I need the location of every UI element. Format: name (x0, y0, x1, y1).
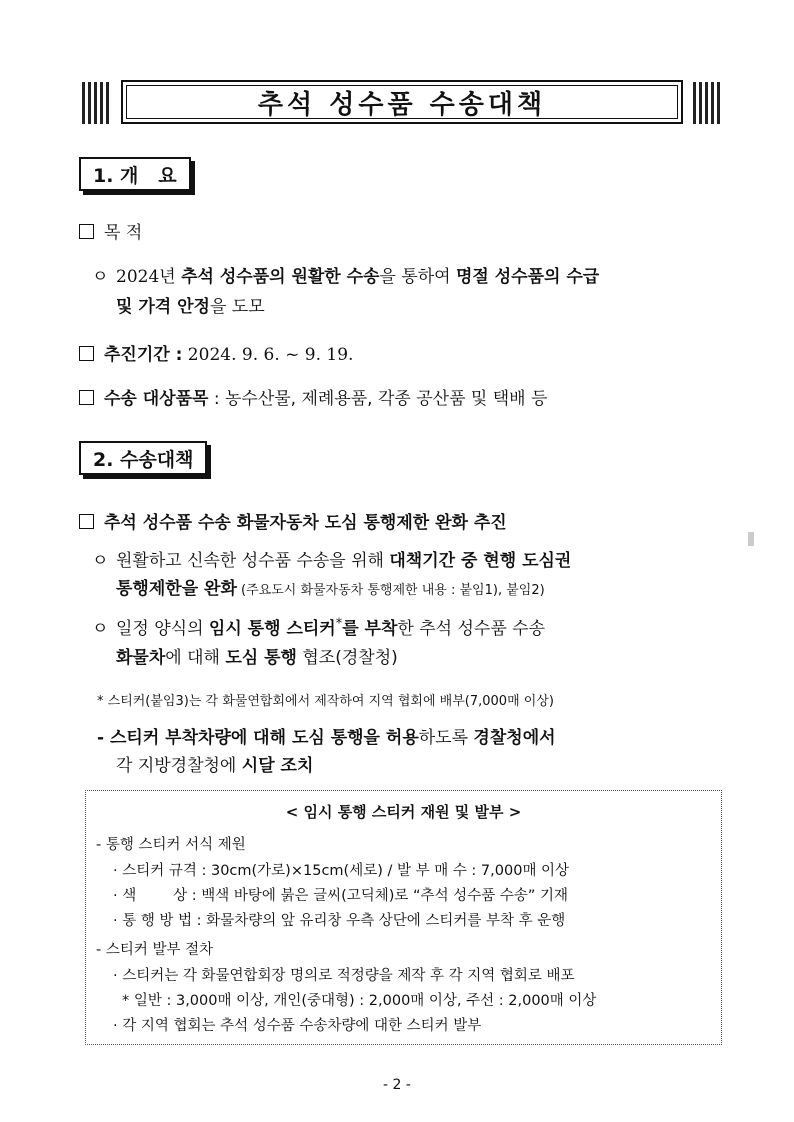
circle-bullet-icon: ㅇ (92, 267, 109, 287)
bullet-2-line-2: 화물차에 대해 도심 통행 협조(경찰청) (116, 648, 398, 668)
box-spec-2: · 색 상 : 백색 바탕에 붉은 글씨(고딕체)로 “추석 성수품 수송” 기재 (113, 888, 568, 904)
sticker-footnote: * 스티커(붙임3)는 각 화물연합회에서 제작하여 지역 협회에 배부(7,000매 이상) (97, 694, 554, 709)
section-2-heading: 2. 수송대책 (79, 441, 207, 475)
box-title: < 임시 통행 스티커 재원 및 발부 > (285, 803, 522, 821)
checkbox-square-icon (79, 224, 94, 239)
bullet-2-line-1: ㅇ 일정 양식의 임시 통행 스티커*를 부착한 추석 성수품 수송 (92, 614, 545, 639)
bullet-1-line-2: 통행제한을 완화 (주요도시 화물자동차 통행제한 내용 : 붙임1), 붙임2) (116, 579, 545, 599)
measure-line: 추석 성수품 수송 화물자동차 도심 통행제한 완화 추진 (79, 508, 507, 533)
box-proc-1-note: * 일반 : 3,000매 이상, 개인(중대형) : 2,000매 이상, 주선 : 2,000매 이상 (122, 993, 597, 1009)
scan-mark (748, 532, 754, 546)
dash-line-2: 각 지방경찰청에 시달 조치 (116, 756, 314, 776)
items-line: 수송 대상품목 : 농수산물, 제례용품, 각종 공산품 및 택배 등 (79, 384, 547, 409)
purpose-line-2: 및 가격 안정을 도모 (116, 297, 265, 317)
checkbox-square-icon (79, 514, 94, 529)
box-spec-1: · 스티커 규격 : 30cm(가로)×15cm(세로) / 발 부 매 수 : 7,000매 이상 (113, 863, 570, 879)
checkbox-square-icon (79, 390, 94, 405)
circle-bullet-icon: ㅇ (92, 551, 109, 571)
purpose-line-1: ㅇ 2024년 추석 성수품의 원활한 수송을 통하여 명절 성수품의 수급 (92, 262, 599, 287)
checkbox-square-icon (79, 346, 94, 361)
circle-bullet-icon: ㅇ (92, 619, 109, 639)
bullet-1-line-1: ㅇ 원활하고 신속한 성수품 수송을 위해 대책기간 중 현행 도심권 (92, 546, 571, 571)
dash-line-1: - 스티커 부착차량에 대해 도심 통행을 허용하도록 경찰청에서 (97, 728, 556, 748)
section-1-heading: 1. 개 요 (79, 157, 191, 191)
period-line: 추진기간 : 2024. 9. 6. ~ 9. 19. (79, 340, 353, 365)
page-title-box (121, 80, 683, 124)
title-decoration-right (693, 82, 720, 124)
box-spec-heading: - 통행 스티커 서식 제원 (96, 837, 246, 853)
box-spec-3: · 통 행 방 법 : 화물차량의 앞 유리창 우측 상단에 스티커를 부착 후 운행 (113, 913, 566, 929)
box-proc-heading: - 스티커 발부 절차 (96, 942, 214, 958)
purpose-label-line: 목 적 (79, 218, 142, 243)
page-title: 추석 성수품 수송대책 (257, 89, 547, 120)
title-decoration-left (82, 82, 109, 124)
box-proc-2: · 각 지역 협회는 추석 성수품 수송차량에 대한 스티커 발부 (113, 1018, 482, 1034)
box-proc-1: · 스티커는 각 화물연합회장 명의로 적정량을 제작 후 각 지역 협회로 배포 (113, 968, 575, 984)
page-number: - 2 - (383, 1077, 411, 1093)
